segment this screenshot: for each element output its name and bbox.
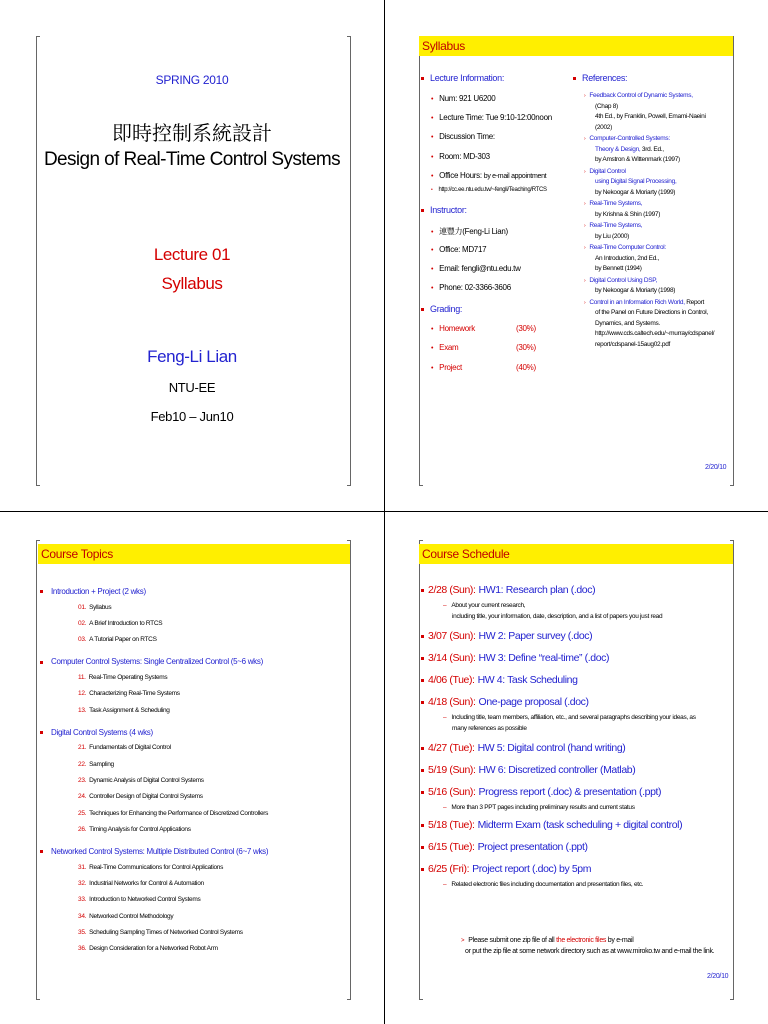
reference-text: report/cdspanel-15aug02.pdf (595, 340, 671, 348)
slide-frame-left (419, 36, 420, 486)
slide-frame-right (350, 540, 351, 1000)
title-chinese: 即時控制系統設計 (112, 121, 272, 145)
reference-text: Digital Control (589, 167, 626, 175)
topic-title: Controller Design of Digital Control Systems (89, 793, 203, 801)
bullet-arrow: › (584, 299, 586, 306)
reference-line (595, 178, 676, 185)
lecture-info-heading: Lecture Information: (421, 73, 504, 83)
topic-item (78, 810, 268, 817)
schedule-item (421, 696, 589, 708)
topic-title: Fundamentals of Digital Control (89, 744, 171, 752)
schedule-task: HW 2: Paper survey (.doc) (478, 630, 593, 642)
topic-item (78, 690, 180, 697)
schedule-task: HW 5: Digital control (hand writing) (477, 742, 626, 754)
section-title: Computer Control Systems: Single Centralized Control (5~6 wks) (51, 657, 263, 667)
reference-suffix: Report (684, 298, 704, 306)
schedule-date: 4/27 (Tue): (428, 742, 475, 754)
bullet-arrow: › (584, 277, 586, 284)
schedule-detail-cont: including title, your information, date, description, and a list of papers you just read (452, 613, 663, 620)
section-title: Networked Control Systems: Multiple Distributed Control (6~7 wks) (51, 847, 269, 857)
bullet-square (421, 824, 424, 827)
instructor-item: • 連豐力(Feng-Li Lian) (431, 227, 508, 236)
topic-title: Industrial Networks for Control & Automation (89, 879, 204, 887)
reference-text: Dynamics, and Systems. (595, 319, 660, 327)
topic-section-heading (40, 657, 263, 666)
reference-text: by Nekoogar & Moriarty (1999) (595, 188, 676, 196)
schedule-task: HW 3: Define “real-time” (.doc) (478, 652, 610, 664)
course-url[interactable]: • http://cc.ee.ntu.edu.tw/~fengli/Teaching/RTCS (431, 187, 547, 193)
schedule-detail (443, 881, 643, 888)
slide-course-topics (0, 512, 384, 1024)
schedule-date: 5/16 (Sun): (428, 786, 476, 798)
slide-title: Syllabus (422, 39, 465, 53)
topic-title: Techniques for Enhancing the Performance of Discretized Controllers (89, 809, 269, 817)
bullet-square (421, 868, 424, 871)
grading-pct: (30%) (516, 343, 536, 352)
reference-text: by Krishna & Shin (1997) (595, 210, 661, 218)
reference-text: (Chap 8) (595, 102, 618, 110)
topic-number: 11. (78, 673, 86, 681)
topic-item (78, 707, 170, 714)
topic-number: 26. (78, 825, 87, 833)
schedule-task: HW1: Research plan (.doc) (478, 584, 596, 596)
reference-text: An Introduction, 2nd Ed., (595, 254, 660, 262)
detail-text: Including title, team members, affiliation, etc., and several paragraphs describing your ideas, as (451, 714, 696, 721)
slide-title: Course Schedule (422, 547, 510, 561)
topic-number: 02. (78, 619, 87, 627)
schedule-item (421, 584, 595, 596)
reference-line (595, 211, 660, 218)
title-english: Design of Real-Time Control Systems (43, 149, 341, 170)
reference-text: using Digital Signal Processing, (595, 178, 677, 185)
topic-number: 33. (78, 896, 87, 904)
schedule-task: HW 6: Discretized controller (Matlab) (478, 764, 636, 776)
topic-title: A Brief Introduction to RTCS (89, 619, 163, 627)
topic-section-heading (40, 587, 146, 596)
bullet-arrow: › (584, 168, 586, 175)
topic-item (78, 674, 167, 681)
reference-line (595, 233, 629, 240)
section-title: Digital Control Systems (4 wks) (51, 727, 153, 737)
bullet-square (40, 850, 43, 853)
grading-pct: (30%) (516, 324, 536, 333)
grading-item: • Homework (431, 324, 475, 333)
bullet-square (421, 791, 424, 794)
slide-frame-right (733, 540, 734, 1000)
submission-note-line2: or put the zip file at some network directory such as at www.miroko.tw and e-mail the link. (465, 948, 715, 955)
reference-line (595, 103, 618, 110)
reference-line (584, 92, 693, 99)
topic-title: Timing Analysis for Control Applications (89, 825, 191, 833)
schedule-date: 4/06 (Tue): (428, 674, 475, 686)
submission-note: > Please submit one zip file of all the electronic files by e-mail (461, 937, 634, 944)
topic-item (78, 880, 204, 887)
bullet-arrow: › (584, 223, 586, 229)
topic-item (78, 636, 157, 643)
instructor-item: • Phone: 02-3366-3606 (431, 283, 511, 292)
dash-bullet: – (443, 804, 447, 811)
schedule-task: Progress report (.doc) & presentation (.ppt) (478, 786, 662, 798)
slide-title (0, 0, 384, 511)
reference-line (584, 135, 670, 142)
lecture-info-item: • Lecture Time: Tue 9:10-12:00noon (431, 113, 552, 122)
schedule-item (421, 674, 578, 686)
schedule-date: 6/15 (Tue): (428, 841, 475, 853)
lecture-info-item: • Room: MD-303 (431, 152, 490, 161)
schedule-date: 5/19 (Sun): (428, 764, 476, 776)
department: NTU-EE (168, 380, 216, 395)
reference-line (595, 113, 706, 120)
reference-text: Real-Time Computer Control: (589, 244, 666, 251)
reference-line (584, 222, 642, 229)
grading-item: • Project (431, 363, 462, 372)
schedule-task: Project presentation (.ppt) (477, 841, 588, 853)
author-name: Feng-Li Lian (147, 347, 237, 366)
reference-text: Control in an Information Rich World, (589, 298, 685, 306)
reference-line (595, 287, 675, 294)
reference-text: by Liu (2000) (595, 232, 630, 240)
schedule-item (421, 742, 625, 754)
bullet-square (421, 769, 424, 772)
instructor-item: • Office: MD717 (431, 245, 487, 254)
topic-title: Introduction to Networked Control Systems (89, 896, 201, 904)
reference-text: Feedback Control of Dynamic Systems, (589, 92, 693, 99)
topic-item (78, 896, 200, 903)
topic-number: 21. (78, 744, 87, 752)
title-bar (419, 544, 733, 564)
schedule-item (421, 630, 592, 642)
reference-text: Computer-Controlled Systems: (589, 135, 670, 142)
lecture-info-item: • Discussion Time: (431, 132, 495, 141)
office-hours: • Office Hours: by e-mail appointment (431, 171, 547, 180)
topic-number: 36. (78, 945, 87, 953)
slide-frame-left (419, 540, 420, 1000)
bullet-square (421, 679, 424, 682)
topic-item (78, 864, 223, 871)
instructor-item: • Email: fengli@ntu.edu.tw (431, 264, 521, 273)
bullet-square (421, 846, 424, 849)
topic-number: 31. (78, 863, 87, 871)
topic-title: Real-Time Operating Systems (88, 673, 168, 681)
slide-title: Course Topics (41, 547, 113, 561)
lecture-number: Lecture 01 (153, 245, 231, 264)
topic-title: Real-Time Communications for Control Applications (89, 863, 224, 871)
topic-number: 35. (78, 928, 87, 936)
semester: SPRING 2010 (155, 73, 229, 87)
reference-line (595, 255, 659, 262)
topic-title: Design Consideration for a Networked Robot Arm (89, 945, 218, 953)
topic-title: Dynamic Analysis of Digital Control Systems (89, 776, 204, 784)
topic-title: Characterizing Real-Time Systems (89, 690, 180, 698)
topic-item (78, 604, 111, 611)
reference-line (595, 320, 660, 327)
schedule-detail (443, 804, 635, 811)
schedule-date: 2/28 (Sun): (428, 584, 476, 596)
reference-text: (2002) (595, 123, 612, 131)
reference-text: Real-Time Systems, (589, 222, 643, 229)
topic-item (78, 929, 243, 936)
bullet-square (421, 657, 424, 660)
reference-line (584, 299, 704, 306)
schedule-task: Project report (.doc) by 5pm (472, 863, 592, 875)
reference-line (595, 309, 708, 316)
bullet-arrow: › (584, 245, 586, 251)
lecture-topic: Syllabus (161, 274, 223, 293)
schedule-task: One-page proposal (.doc) (478, 696, 589, 708)
grading-item: • Exam (431, 343, 459, 352)
dash-bullet: – (443, 714, 447, 721)
lecture-info-item: • Num: 921 U6200 (431, 94, 496, 103)
reference-line (584, 277, 657, 284)
reference-line (595, 341, 670, 348)
reference-line (595, 330, 714, 337)
topic-number: 23. (78, 776, 87, 784)
detail-text: More than 3 PPT pages including preliminary results and current status (451, 804, 635, 811)
schedule-date: 3/14 (Sun): (428, 652, 476, 664)
reference-text: Theory & Design, (595, 145, 641, 153)
topic-number: 25. (78, 809, 87, 817)
topic-item (78, 777, 204, 784)
bullet-square (421, 589, 424, 592)
reference-suffix: 3rd. Ed., (640, 145, 664, 153)
grading-heading: Grading: (421, 304, 462, 314)
bullet-arrow: › (584, 136, 586, 142)
schedule-detail (443, 602, 525, 609)
dash-bullet: – (443, 881, 447, 888)
topic-number: 01. (78, 603, 87, 611)
reference-text: Digital Control Using DSP, (589, 276, 657, 284)
reference-line (584, 244, 666, 251)
detail-text: Related electronic files including documentation and presentation files, etc. (451, 881, 644, 888)
reference-line (595, 265, 642, 272)
topic-section-heading (40, 728, 153, 737)
bullet-arrow: › (584, 93, 586, 99)
section-title: Introduction + Project (2 wks) (51, 587, 146, 596)
topic-section-heading (40, 847, 268, 856)
period: Feb10 – Jun10 (150, 409, 234, 424)
topic-title: A Tutorial Paper on RTCS (89, 636, 157, 644)
schedule-date: 6/25 (Fri): (428, 863, 470, 875)
topic-number: 22. (78, 760, 87, 768)
schedule-detail (443, 714, 696, 721)
reference-line (584, 168, 626, 175)
bullet-arrow: › (584, 201, 586, 207)
slide-date: 2/20/10 (705, 464, 727, 471)
bullet-square (40, 731, 43, 734)
slide-syllabus (385, 0, 768, 511)
schedule-item (421, 841, 588, 853)
reference-text: by Bennett (1994) (595, 265, 642, 272)
reference-line (595, 146, 664, 153)
reference-text: by Amstron & Wittenmark (1997) (595, 156, 680, 163)
slide-frame-right (733, 36, 734, 486)
schedule-task: HW 4: Task Scheduling (477, 674, 578, 686)
schedule-detail-cont: many references as possible (452, 725, 527, 732)
grading-pct: (40%) (516, 363, 536, 372)
reference-text: 4th Ed., by Franklin, Powell, Emami-Naeini (595, 113, 706, 120)
schedule-task: Midterm Exam (task scheduling + digital control) (477, 819, 683, 831)
schedule-item (421, 863, 591, 875)
topic-number: 03. (78, 636, 87, 644)
topic-item (78, 620, 162, 627)
schedule-date: 5/18 (Tue): (428, 819, 475, 831)
reference-text: by Nekoogar & Moriarty (1998) (595, 287, 676, 294)
title-bar (38, 544, 350, 564)
topic-item (78, 913, 173, 920)
topic-number: 13. (78, 706, 87, 714)
topic-number: 32. (78, 879, 87, 887)
bullet-square (421, 635, 424, 638)
slide-course-schedule (385, 512, 768, 1024)
reference-text: http://www.cds.caltech.edu/~murray/cdspanel/ (595, 330, 715, 337)
topic-item (78, 793, 203, 800)
dash-bullet: – (443, 602, 447, 609)
bullet-square (421, 701, 424, 704)
schedule-item (421, 764, 635, 776)
reference-line (595, 156, 680, 163)
references-heading: References: (573, 73, 627, 83)
detail-text: About your current research, (451, 602, 526, 609)
schedule-item (421, 652, 609, 664)
topic-item (78, 744, 171, 751)
topic-title: Syllabus (89, 603, 112, 611)
title-bar (419, 36, 733, 56)
slide-date: 2/20/10 (707, 973, 729, 980)
schedule-item (421, 819, 682, 831)
topic-title: Networked Control Methodology (89, 912, 174, 920)
reference-text: of the Panel on Future Directions in Control, (595, 309, 708, 316)
instructor-heading: Instructor: (421, 205, 467, 215)
schedule-date: 3/07 (Sun): (428, 630, 476, 642)
topic-title: Task Assignment & Scheduling (89, 706, 170, 714)
topic-number: 34. (78, 912, 87, 920)
slide-frame-left (36, 540, 37, 1000)
topic-item (78, 826, 191, 833)
bullet-square (40, 661, 43, 664)
topic-number: 24. (78, 793, 87, 801)
topic-item (78, 945, 218, 952)
schedule-item (421, 786, 661, 798)
topic-title: Sampling (89, 760, 114, 768)
bullet-square (421, 747, 424, 750)
topic-item (78, 761, 114, 768)
reference-line (595, 124, 612, 131)
bullet-square (40, 590, 43, 593)
reference-line (584, 200, 642, 207)
topic-title: Scheduling Sampling Times of Networked Control Systems (89, 928, 243, 936)
topic-number: 12. (78, 690, 87, 698)
reference-text: Real-Time Systems, (589, 200, 643, 207)
reference-line (595, 189, 675, 196)
schedule-date: 4/18 (Sun): (428, 696, 476, 708)
